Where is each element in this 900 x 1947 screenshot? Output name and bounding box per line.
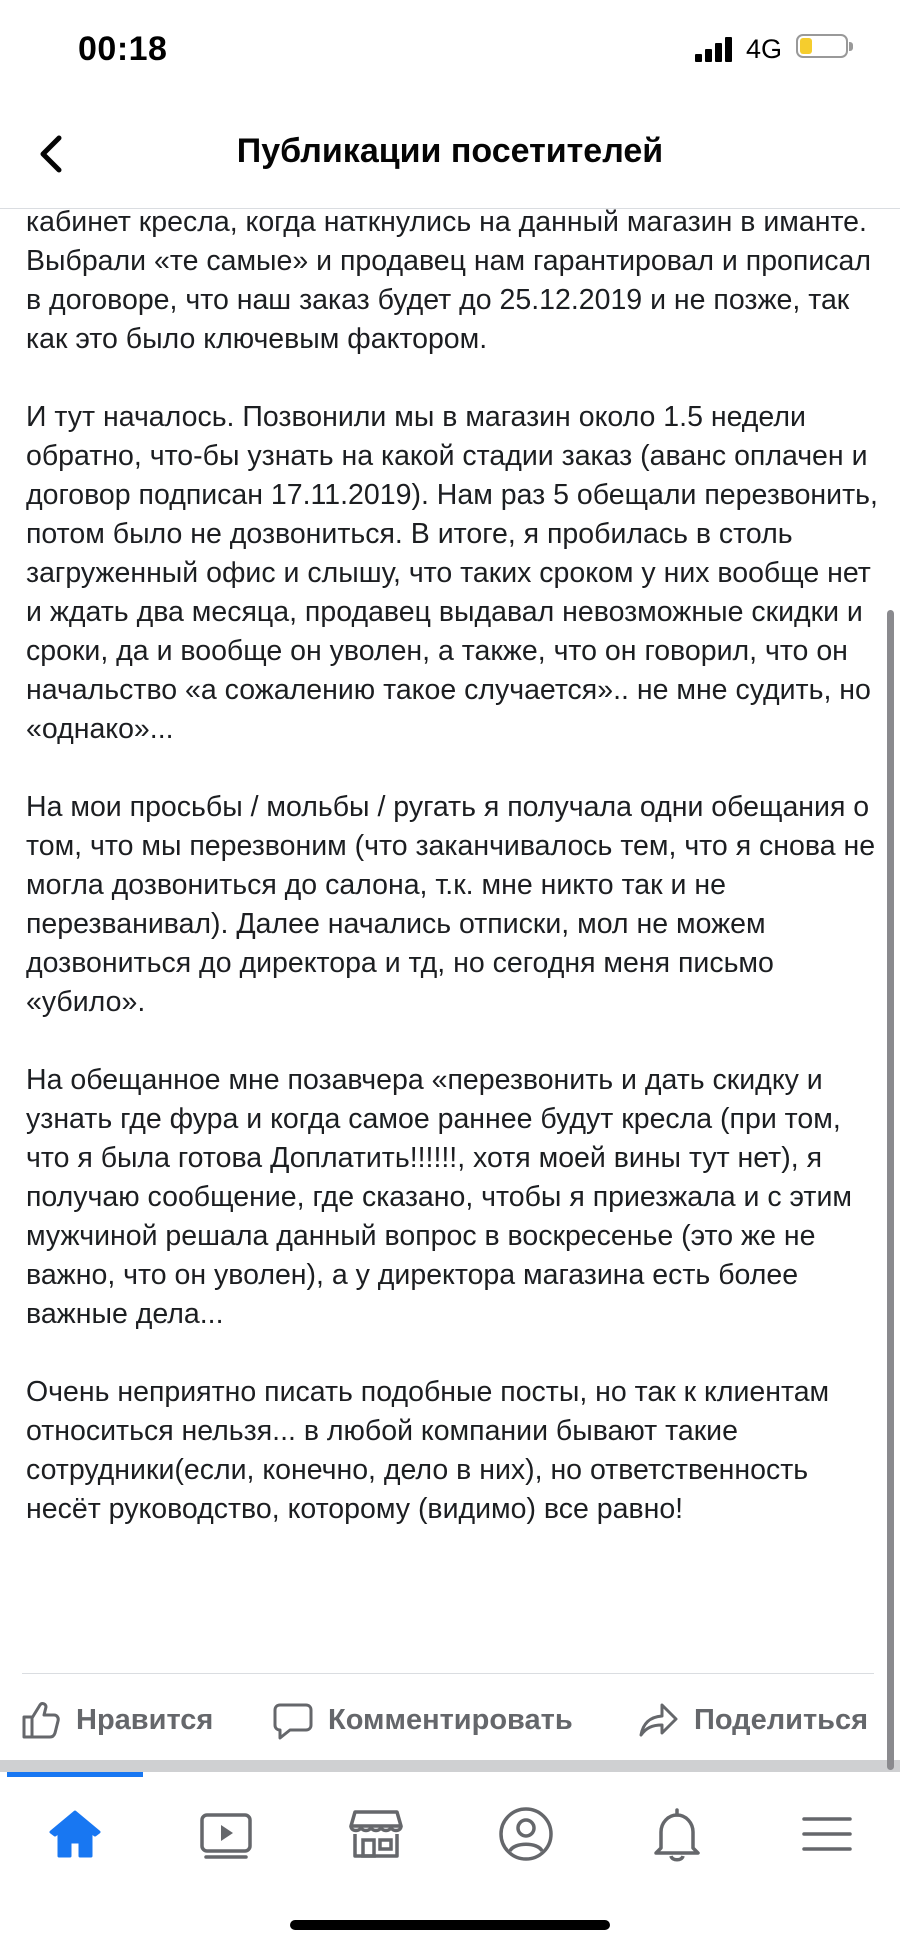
post-paragraph: И тут началось. Позвонили мы в магазин около 1.5 недели обратно, что-бы узнать на какой стадии заказ (аванс оплачен и договор подписан 17.11.2019). Нам раз 5 обещали перезвонить, потом было не дозвониться. В итоге, я пробилась в столь загруженный офис и слышу, что таких сроком у них вообще нет и ждать два месяца, продавец выдавал невозможные скидки и сроки, да и вообще он уволен, а также, что он говорил, что он начальство «а сожалению такое случается».. не мне судить, но «однако»... — [26, 401, 878, 745]
thumbs-up-icon — [20, 1699, 62, 1741]
share-button[interactable] — [638, 1690, 868, 1750]
like-button[interactable] — [20, 1690, 213, 1750]
tab-notifications[interactable] — [637, 1794, 717, 1874]
menu-icon — [797, 1804, 857, 1864]
feed-separator — [0, 1760, 900, 1772]
post-content — [0, 209, 900, 1766]
tab-marketplace[interactable] — [336, 1794, 416, 1874]
page-title: Публикации посетителей — [236, 132, 664, 170]
post-paragraph: Очень неприятно писать подобные посты, но так к клиентам относиться нельзя... в любой компании бывают такие сотрудники(если, конечно, дело в них), но ответственность несёт руководство, которому (видимо) все равно! — [26, 1376, 830, 1525]
post-paragraph: На мои просьбы / мольбы / ругать я получала одни обещания о том, что мы перезвоним (что заканчивалось тем, что я снова не могла дозвониться до салона, т.к. мне никто так и не перезванивал). Далее начались отписки, мол не можем дозвониться до директора и тд, но сегодня меня письмо «убило». — [26, 791, 876, 1018]
tab-home[interactable] — [35, 1794, 115, 1874]
actions-divider — [22, 1673, 874, 1674]
active-tab-indicator — [7, 1772, 143, 1777]
home-icon — [45, 1804, 105, 1864]
marketplace-icon — [346, 1804, 406, 1864]
header — [0, 100, 900, 209]
comment-label: Комментировать — [328, 1703, 573, 1736]
post-text — [26, 209, 886, 1529]
notifications-icon — [647, 1804, 707, 1864]
tab-video[interactable] — [186, 1794, 266, 1874]
scrollbar[interactable] — [887, 610, 894, 1770]
profile-icon — [496, 1804, 556, 1864]
home-indicator[interactable] — [290, 1920, 610, 1930]
bottom-tab-bar — [0, 1772, 900, 1947]
tab-profile[interactable] — [486, 1794, 566, 1874]
signal-icon — [695, 36, 735, 62]
share-icon — [638, 1699, 680, 1741]
tab-menu[interactable] — [787, 1794, 867, 1874]
post-paragraph: На обещанное мне позавчера «перезвонить и дать скидку и узнать где фура и когда самое раннее будут кресла (при том, что я была готова Доплатить!!!!!!, хотя моей вины тут нет), я получаю сообщение, где сказано, чтобы я приезжала и с этим мужчиной решала данный вопрос в воскресенье (это же не важно, что он уволен), а у директора магазина есть более важные дела... — [26, 1064, 852, 1330]
share-label: Поделиться — [694, 1703, 869, 1736]
like-label: Нравится — [76, 1703, 214, 1736]
battery-icon — [796, 34, 848, 58]
status-time: 00:18 — [78, 30, 168, 68]
comment-icon — [272, 1699, 314, 1741]
video-icon — [196, 1804, 256, 1864]
network-type: 4G — [746, 34, 783, 64]
post-paragraph: кабинет кресла, когда наткнулись на данный магазин в иманте. Выбрали «те самые» и продавец нам гарантировал и прописал в договоре, что наш заказ будет до 25.12.2019 и не позже, так как это было ключевым фактором. — [26, 209, 871, 355]
comment-button[interactable] — [272, 1690, 573, 1750]
post-actions — [0, 1690, 900, 1750]
status-bar — [0, 0, 900, 100]
